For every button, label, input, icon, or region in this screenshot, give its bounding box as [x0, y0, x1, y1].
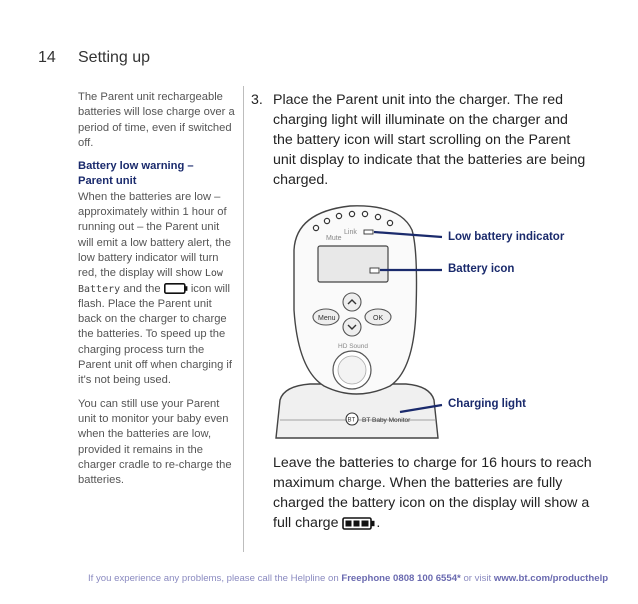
heading-line-1: Battery low warning –: [78, 160, 194, 173]
warning-text-2: and the: [123, 282, 161, 295]
link-label: Link: [344, 229, 357, 236]
charging-text: Leave the batteries to charge for 16 hours to reach maximum charge. When the batteries are fully charged the battery icon on the display will show a full charge: [273, 455, 592, 531]
battery-warning-heading: [78, 159, 236, 190]
footer-helpline: [88, 573, 608, 584]
up-button: [343, 293, 361, 311]
display-screen: [318, 246, 388, 282]
warning-text-1: When the batteries are low – approximately within 1 hour of running out – the Parent unit will emit a low battery alert, the low battery indicator will turn red, the display will show: [78, 190, 231, 280]
ok-label: OK: [373, 315, 384, 322]
low-battery-display-text: Low Battery: [78, 268, 223, 295]
charging-text-end: .: [376, 515, 381, 531]
low-battery-led: [364, 230, 373, 234]
battery-icon: [164, 283, 188, 294]
charging-instructions: [273, 453, 603, 533]
charging-light-callout: Charging light: [448, 398, 526, 410]
battery-closing-text: You can still use your Parent unit to monitor your baby even when the batteries are low, provided it remains in the charger cradle to re-charge the batteries.: [78, 397, 232, 487]
step-3: [251, 90, 591, 190]
battery-warning-text: [78, 190, 236, 389]
footer-prefix: If you experience any problems, please call the Helpline on: [88, 573, 339, 584]
low-battery-indicator-callout: Low battery indicator: [448, 231, 565, 243]
parent-unit-illustration: [270, 190, 610, 450]
display-battery-icon: [370, 268, 379, 273]
warning-text-3: icon will flash. Place the Parent unit back on the charger to charge the batteries. To speed up the charging process turn the Parent unit off when charging if it's not being used.: [78, 282, 233, 387]
footer-url-link[interactable]: www.bt.com/producthelp: [493, 573, 609, 584]
section-title: Setting up: [78, 49, 151, 66]
step-text: Place the Parent unit into the charger. The red charging light will illuminate on the charger and the battery icon will start scrolling on the Parent unit display to indicate that the batteries are being charged.: [273, 92, 586, 188]
menu-label: Menu: [318, 315, 336, 322]
full-battery-icon: [342, 517, 376, 530]
mute-label: Mute: [326, 235, 342, 242]
brand-label: BT Baby Monitor: [362, 417, 411, 424]
column-divider: [243, 86, 244, 552]
step-number: 3.: [251, 92, 263, 108]
down-button: [343, 318, 361, 336]
footer-middle: or visit: [463, 573, 492, 584]
page-number: 14: [38, 49, 56, 66]
hd-sound-label: HD Sound: [338, 343, 368, 350]
footer-phone: Freephone 0808 100 6554*: [341, 573, 461, 584]
battery-icon-callout: Battery icon: [448, 263, 515, 275]
sidebar-notes: [78, 90, 236, 496]
battery-intro: The Parent unit rechargeable batteries will lose charge over a period of time, even if switched off.: [78, 91, 235, 149]
heading-line-2: Parent unit: [78, 175, 137, 188]
bt-logo-text: BT: [347, 417, 356, 424]
